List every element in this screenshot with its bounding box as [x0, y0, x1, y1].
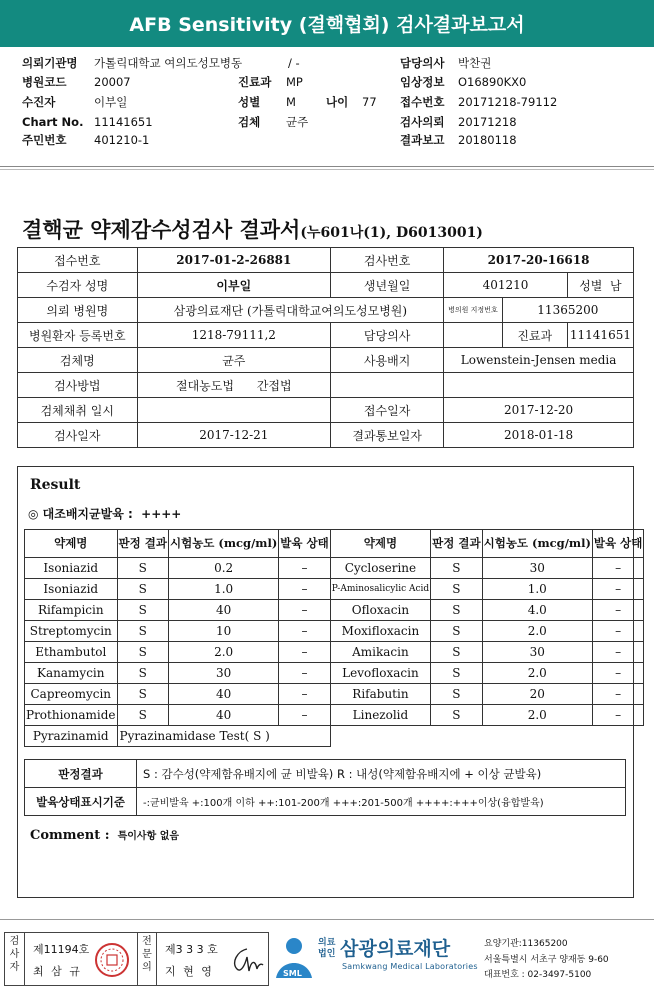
request-label: 검사의뢰	[400, 115, 445, 129]
drug-name: Capreomycin	[25, 684, 118, 705]
method-absolute: 절대농도법	[175, 378, 234, 393]
judgement: S	[431, 663, 482, 684]
legend-value-judgement: S : 감수성(약제함유배지에 균 비발육) R : 내성(약제함유배지에 + 이상 균발육)	[137, 760, 626, 788]
corp-label: 의료 법인	[318, 938, 336, 959]
patient-label: 수진자	[22, 95, 56, 109]
legend-row	[25, 788, 626, 816]
form-label: 진료과	[502, 323, 567, 348]
form-row	[18, 348, 634, 373]
drug-row	[25, 642, 644, 663]
growth-status: –	[592, 558, 643, 579]
form-value: 2017-12-20	[444, 398, 634, 423]
sml-logo-icon	[272, 934, 316, 982]
dept-label: 진료과	[238, 75, 272, 89]
result-label: Result	[30, 477, 81, 493]
hospcode-label: 병원코드	[22, 75, 67, 89]
concentration: 0.2	[168, 558, 278, 579]
header-drug: 약제명	[330, 530, 430, 558]
form-row	[18, 298, 634, 323]
header-concentration: 시험농도 (mcg/ml)	[482, 530, 592, 558]
header-drug: 약제명	[25, 530, 118, 558]
form-label: 성별	[579, 278, 603, 293]
drug-body	[25, 558, 644, 726]
drug-name: Amikacin	[330, 642, 430, 663]
judgement: S	[117, 663, 168, 684]
resident-label: 주민번호	[22, 133, 67, 147]
divider	[0, 169, 654, 170]
comment-label: Comment :	[30, 828, 110, 843]
concentration: 20	[482, 684, 592, 705]
footer-divider	[0, 919, 654, 920]
lab-logo-area	[272, 932, 652, 986]
doctor-value: 박찬권	[458, 56, 492, 70]
org-address: 서울특별시 서초구 양재동 9-60	[484, 955, 609, 965]
patient-info	[0, 52, 654, 162]
growth-status: –	[279, 663, 330, 684]
signature-icon	[227, 943, 265, 977]
form-label: 사용배지	[331, 348, 444, 373]
drug-name: Levofloxacin	[330, 663, 430, 684]
form-value: 2017-01-2-26881	[137, 248, 330, 273]
org-name: 삼광의료재단	[340, 938, 451, 960]
org-name-en: Samkwang Medical Laboratories	[342, 962, 478, 971]
institution-label: 의뢰기관명	[22, 56, 78, 70]
form-value: 401210	[444, 273, 568, 298]
growth-status: –	[592, 684, 643, 705]
request-form-table	[17, 247, 634, 448]
judgement: S	[117, 642, 168, 663]
specialist-name: 지 현 영	[165, 965, 214, 978]
institution-extra: / -	[288, 56, 300, 70]
growth-status: –	[592, 663, 643, 684]
seal-icon	[93, 941, 131, 979]
form-label: 수검자 성명	[18, 273, 138, 298]
drug-row	[25, 684, 644, 705]
form-label: 검체채취 일시	[18, 398, 138, 423]
form-label: 검사번호	[331, 248, 444, 273]
concentration: 40	[168, 684, 278, 705]
result-box	[17, 466, 643, 898]
concentration: 1.0	[482, 579, 592, 600]
growth-status: –	[279, 705, 330, 726]
drug-table	[24, 529, 644, 747]
form-value: 2017-20-16618	[444, 248, 634, 273]
checker-no: 제11194호	[33, 943, 90, 956]
report-header-title: AFB Sensitivity (결핵협회) 검사결과보고서	[129, 14, 525, 36]
concentration: 30	[482, 642, 592, 663]
age-label: 나이	[326, 95, 349, 109]
legend-row	[25, 760, 626, 788]
judgement: S	[117, 684, 168, 705]
judgement: S	[431, 558, 482, 579]
drug-name: Prothionamide	[25, 705, 118, 726]
growth-status: –	[279, 600, 330, 621]
empty-cell	[330, 726, 644, 747]
concentration: 30	[482, 558, 592, 579]
legend-key-judgement: 판정결과	[25, 760, 137, 788]
judgement: S	[117, 579, 168, 600]
report-header	[0, 0, 654, 47]
form-label: 병원환자 등록번호	[18, 323, 138, 348]
drug-name: Ofloxacin	[330, 600, 430, 621]
drug-name: Isoniazid	[25, 579, 118, 600]
growth-status: –	[279, 558, 330, 579]
concentration: 40	[168, 600, 278, 621]
drug-name: Isoniazid	[25, 558, 118, 579]
form-value: 11141651	[567, 323, 633, 348]
drug-name: Rifabutin	[330, 684, 430, 705]
report-date-value: 20180118	[458, 133, 517, 147]
concentration: 1.0	[168, 579, 278, 600]
drug-name: Ethambutol	[25, 642, 118, 663]
resident-value: 401210-1	[94, 133, 150, 147]
form-row	[18, 273, 634, 298]
header-judgement: 판정 결과	[431, 530, 482, 558]
drug-name: Cycloserine	[330, 558, 430, 579]
header-judgement: 판정 결과	[117, 530, 168, 558]
form-value: 11365200	[502, 298, 633, 323]
checker-label: 검사자	[5, 933, 25, 985]
checker-name: 최 삼 규	[33, 965, 82, 978]
judgement: S	[431, 684, 482, 705]
doctor-label: 담당의사	[400, 56, 445, 70]
form-value	[331, 373, 444, 398]
request-value: 20171218	[458, 115, 517, 129]
specimen-value: 균주	[286, 115, 309, 129]
form-row	[18, 398, 634, 423]
header-growth: 발육 상태	[279, 530, 330, 558]
header-growth: 발육 상태	[592, 530, 643, 558]
signature-box	[4, 932, 269, 986]
pyrazinamidase-test: Pyrazinamidase Test( S )	[117, 726, 330, 747]
form-value: 이부일	[137, 273, 330, 298]
judgement: S	[117, 558, 168, 579]
report-title-sub: (누601나(1), D6013001)	[300, 225, 483, 241]
form-row	[18, 423, 634, 448]
form-value	[444, 373, 634, 398]
form-row	[18, 248, 634, 273]
form-value	[137, 373, 330, 398]
drug-row	[25, 705, 644, 726]
concentration: 2.0	[168, 642, 278, 663]
growth-status: –	[279, 684, 330, 705]
report-date-label: 결과보고	[400, 133, 445, 147]
concentration: 2.0	[482, 663, 592, 684]
drug-header-row	[25, 530, 644, 558]
form-value: 삼광의료재단 (가톨릭대학교여의도성모병원)	[137, 298, 444, 323]
judgement: S	[431, 642, 482, 663]
growth-status: –	[592, 642, 643, 663]
form-value: 남	[610, 278, 622, 293]
form-value: 균주	[137, 348, 330, 373]
growth-label: ◎ 대조배지균발육 :	[28, 507, 133, 521]
clinical-value: O16890KX0	[458, 75, 527, 89]
growth-value: ++++	[141, 507, 182, 521]
method-indirect: 간접법	[256, 378, 292, 393]
sex-label: 성별	[238, 95, 261, 109]
org-code: 요양기관:11365200	[484, 939, 568, 949]
drug-name: Pyrazinamid	[25, 726, 118, 747]
logo-text: SML	[283, 969, 302, 978]
growth-status: –	[279, 579, 330, 600]
drug-name: Streptomycin	[25, 621, 118, 642]
drug-name: Moxifloxacin	[330, 621, 430, 642]
judgement: S	[431, 705, 482, 726]
institution-value: 가톨릭대학교 여의도성모병동	[94, 56, 243, 70]
comment	[30, 827, 179, 843]
form-label: 병의원 지정번호	[444, 298, 503, 323]
drug-row	[25, 600, 644, 621]
form-label: 검체명	[18, 348, 138, 373]
comment-text: 특이사항 없음	[117, 831, 180, 842]
report-title-main: 결핵균 약제감수성검사 결과서	[22, 217, 301, 242]
receipt-value: 20171218-79112	[458, 95, 558, 109]
specialist-no: 제3 3 3 호	[165, 943, 218, 956]
judgement: S	[117, 621, 168, 642]
concentration: 2.0	[482, 705, 592, 726]
concentration: 2.0	[482, 621, 592, 642]
concentration: 40	[168, 705, 278, 726]
drug-name: Kanamycin	[25, 663, 118, 684]
divider	[0, 166, 654, 167]
specimen-label: 검체	[238, 115, 261, 129]
form-value	[567, 273, 633, 298]
drug-row	[25, 558, 644, 579]
growth-status: –	[279, 642, 330, 663]
dept-value: MP	[286, 75, 303, 89]
receipt-label: 접수번호	[400, 95, 445, 109]
hospcode-value: 20007	[94, 75, 131, 89]
header-concentration: 시험농도 (mcg/ml)	[168, 530, 278, 558]
growth-status: –	[592, 600, 643, 621]
form-value: 1218-79111,2	[137, 323, 330, 348]
legend-key-growth: 발육상태표시기준	[25, 788, 137, 816]
judgement: S	[117, 600, 168, 621]
drug-row	[25, 663, 644, 684]
form-label: 접수일자	[331, 398, 444, 423]
report-title	[22, 214, 483, 244]
specialist-label: 전문의	[137, 933, 157, 985]
drug-name: P-Aminosalicylic Acid	[330, 579, 430, 600]
form-label: 검사방법	[18, 373, 138, 398]
legend-table	[24, 759, 626, 816]
concentration: 10	[168, 621, 278, 642]
form-label: 생년월일	[331, 273, 444, 298]
growth-status: –	[592, 621, 643, 642]
chart-value: 11141651	[94, 115, 153, 129]
drug-row	[25, 621, 644, 642]
concentration: 4.0	[482, 600, 592, 621]
drug-row	[25, 579, 644, 600]
judgement: S	[431, 579, 482, 600]
judgement: S	[431, 621, 482, 642]
clinical-label: 임상정보	[400, 75, 445, 89]
form-label: 결과통보일자	[331, 423, 444, 448]
age-value: 77	[362, 95, 377, 109]
form-row	[18, 323, 634, 348]
form-label: 의뢰 병원명	[18, 298, 138, 323]
growth-status: –	[592, 579, 643, 600]
pyrazinamid-row	[25, 726, 644, 747]
form-value: 2017-12-21	[137, 423, 330, 448]
form-row	[18, 373, 634, 398]
judgement: S	[431, 600, 482, 621]
form-value	[444, 323, 503, 348]
growth-status: –	[279, 621, 330, 642]
chart-label: Chart No.	[22, 115, 84, 129]
legend-value-growth: -:균비발육 +:100개 이하 ++:101-200개 +++:201-500개 ++++:+++이상(융합발육)	[137, 788, 626, 816]
form-label: 검사일자	[18, 423, 138, 448]
control-growth	[28, 505, 181, 522]
sex-value: M	[286, 95, 296, 109]
growth-status: –	[592, 705, 643, 726]
form-value: 2018-01-18	[444, 423, 634, 448]
judgement: S	[117, 705, 168, 726]
form-label: 접수번호	[18, 248, 138, 273]
form-value: Lowenstein-Jensen media	[444, 348, 634, 373]
concentration: 30	[168, 663, 278, 684]
drug-name: Linezolid	[330, 705, 430, 726]
form-value	[137, 398, 330, 423]
patient-value: 이부일	[94, 95, 128, 109]
org-phone: 대표번호 : 02-3497-5100	[484, 970, 592, 980]
form-label: 담당의사	[331, 323, 444, 348]
drug-name: Rifampicin	[25, 600, 118, 621]
